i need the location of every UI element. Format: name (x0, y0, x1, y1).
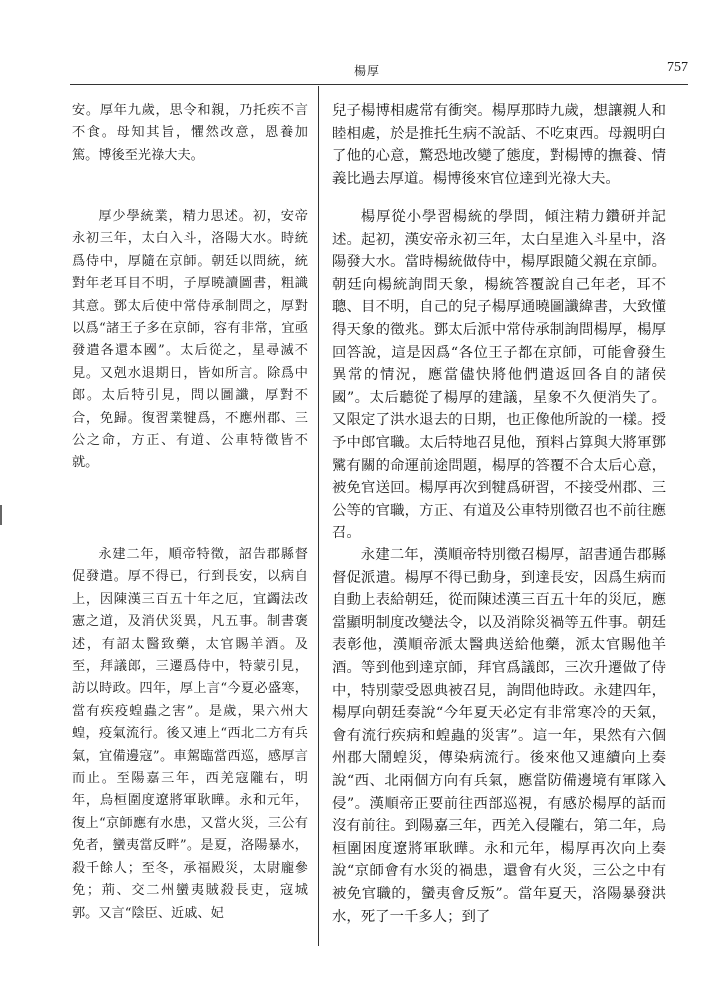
header-rule (70, 84, 688, 85)
column-divider (318, 86, 319, 946)
translation-paragraph-2: 楊厚從小學習楊統的學問，傾注精力鑽研并記述。起初，漢安帝永初三年，太白星進入斗星中，洛陽發大水。當時楊統做侍中，楊厚跟隨父親在京師。朝廷向楊統詢問天象，楊統答覆說自己年老，耳不聰、目不明，自己的兒子楊厚通曉圖讖緯書，大致懂得天象的徵兆。鄧太后派中常侍承制詢問楊厚，楊厚回答說，這是因爲“各位王子都在京師，可能會發生異常的情況，應當儘快將他們遣返回各自的諸侯國”。太后聽從了楊厚的建議，星象不久便消失了。又限定了洪水退去的日期，也正像他所說的一樣。授予中郎官職。太后特地召見他，預料占算與大將軍鄧騭有關的命運前途問題，楊厚的答覆不合太后心意，被免官送回。楊厚再次到犍爲研習，不接受州郡、三公等的官職，方正、有道及公車特別徵召也不前往應召。 (332, 209, 666, 542)
margin-mark (0, 505, 12, 525)
original-paragraph-2: 厚少學統業，精力思述。初，安帝永初三年，太白入斗，洛陽大水。時統爲侍中，厚隨在京師。朝廷以問統，統對年老耳目不明，子厚曉讀圖書，粗識其意。鄧太后使中常侍承制問之，厚對以爲“諸王子多在京師，容有非常，宜亟發遣各還本國”。太后從之，星尋滅不見。又剋水退期日，皆如所言。除爲中郎。太后特引見，問以圖讖，厚對不合，免歸。復習業犍爲，不應州郡、三公之命，方正、有道、公車特徵皆不就。 (72, 209, 308, 471)
page-number: 757 (667, 60, 688, 75)
translation-paragraph-1: 兒子楊博相處常有衝突。楊厚那時九歲，想讓親人和睦相處，於是推托生病不說話、不吃東西。母親明白了他的心意，驚恐地改變了態度，對楊博的撫養、情義比過去厚道。楊博後來官位達到光祿大夫。 (332, 103, 666, 187)
running-header (40, 58, 694, 82)
original-paragraph-1: 安。厚年九歲，思令和親，乃托疾不言不食。母知其旨，懼然改意，恩養加篤。博後至光祿大夫。 (72, 103, 308, 163)
running-title: 楊厚 (353, 64, 380, 78)
translation-paragraph-3: 永建二年，漢順帝特別徵召楊厚，詔書通告郡縣督促派遣。楊厚不得已動身，到達長安，因爲生病而自動上表給朝廷，從而陳述漢三百五十年的災厄，應當顯明制度改變法令，以及消除災禍等五件事。朝廷表彰他，漢順帝派太醫典送給他藥，派太官賜他羊酒。等到他到達京師，拜官爲議郎，三次升遷做了侍中，特別蒙受恩典被召見，詢問他時政。永建四年，楊厚向朝廷奏說“今年夏天必定有非常寒冷的天氣，會有流行疾病和蝗蟲的災害”。這一年，果然有六個州郡大鬧蝗災，傳染病流行。後來他又連續向上奏說“西、北兩個方向有兵氣，應當防備邊境有軍隊入侵”。漢順帝正要前往西部巡視，有感於楊厚的話而沒有前往。到陽嘉三年，西羌入侵隴右，第二年，烏桓圍困度遼將軍耿曄。永和元年，楊厚再次向上奏說“京師會有水災的禍患，還會有火災，三公之中有被免官職的，蠻夷會反叛”。當年夏天，洛陽暴發洪水，死了一千多人；到了 (332, 547, 666, 925)
original-paragraph-3: 永建二年，順帝特徵，詔告郡縣督促發遣。厚不得已，行到長安，以病自上，因陳漢三百五十年之厄，宜蠲法改憲之道，及消伏災異，凡五事。制書褒述，有詔太醫致藥，太官賜羊酒。及至，拜議郎，三遷爲侍中，特蒙引見，訪以時政。四年，厚上言“今夏必盛寒，當有疾疫蝗蟲之害”。是歲，果六州大蝗，疫氣流行。後又連上“西北二方有兵氣，宜備邊寇”。車駕臨當西巡，感厚言而止。至陽嘉三年，西羌寇隴右，明年，烏桓圍度遼將軍耿曄。永和元年，復上“京師應有水患，又當火災，三公有免者，蠻夷當反畔”。是夏，洛陽暴水，殺千餘人；至冬，承福殿災，太尉龐參免；荊、交二州蠻夷賊殺長吏，寇城郭。又言“陰臣、近戚、妃 (72, 547, 308, 921)
